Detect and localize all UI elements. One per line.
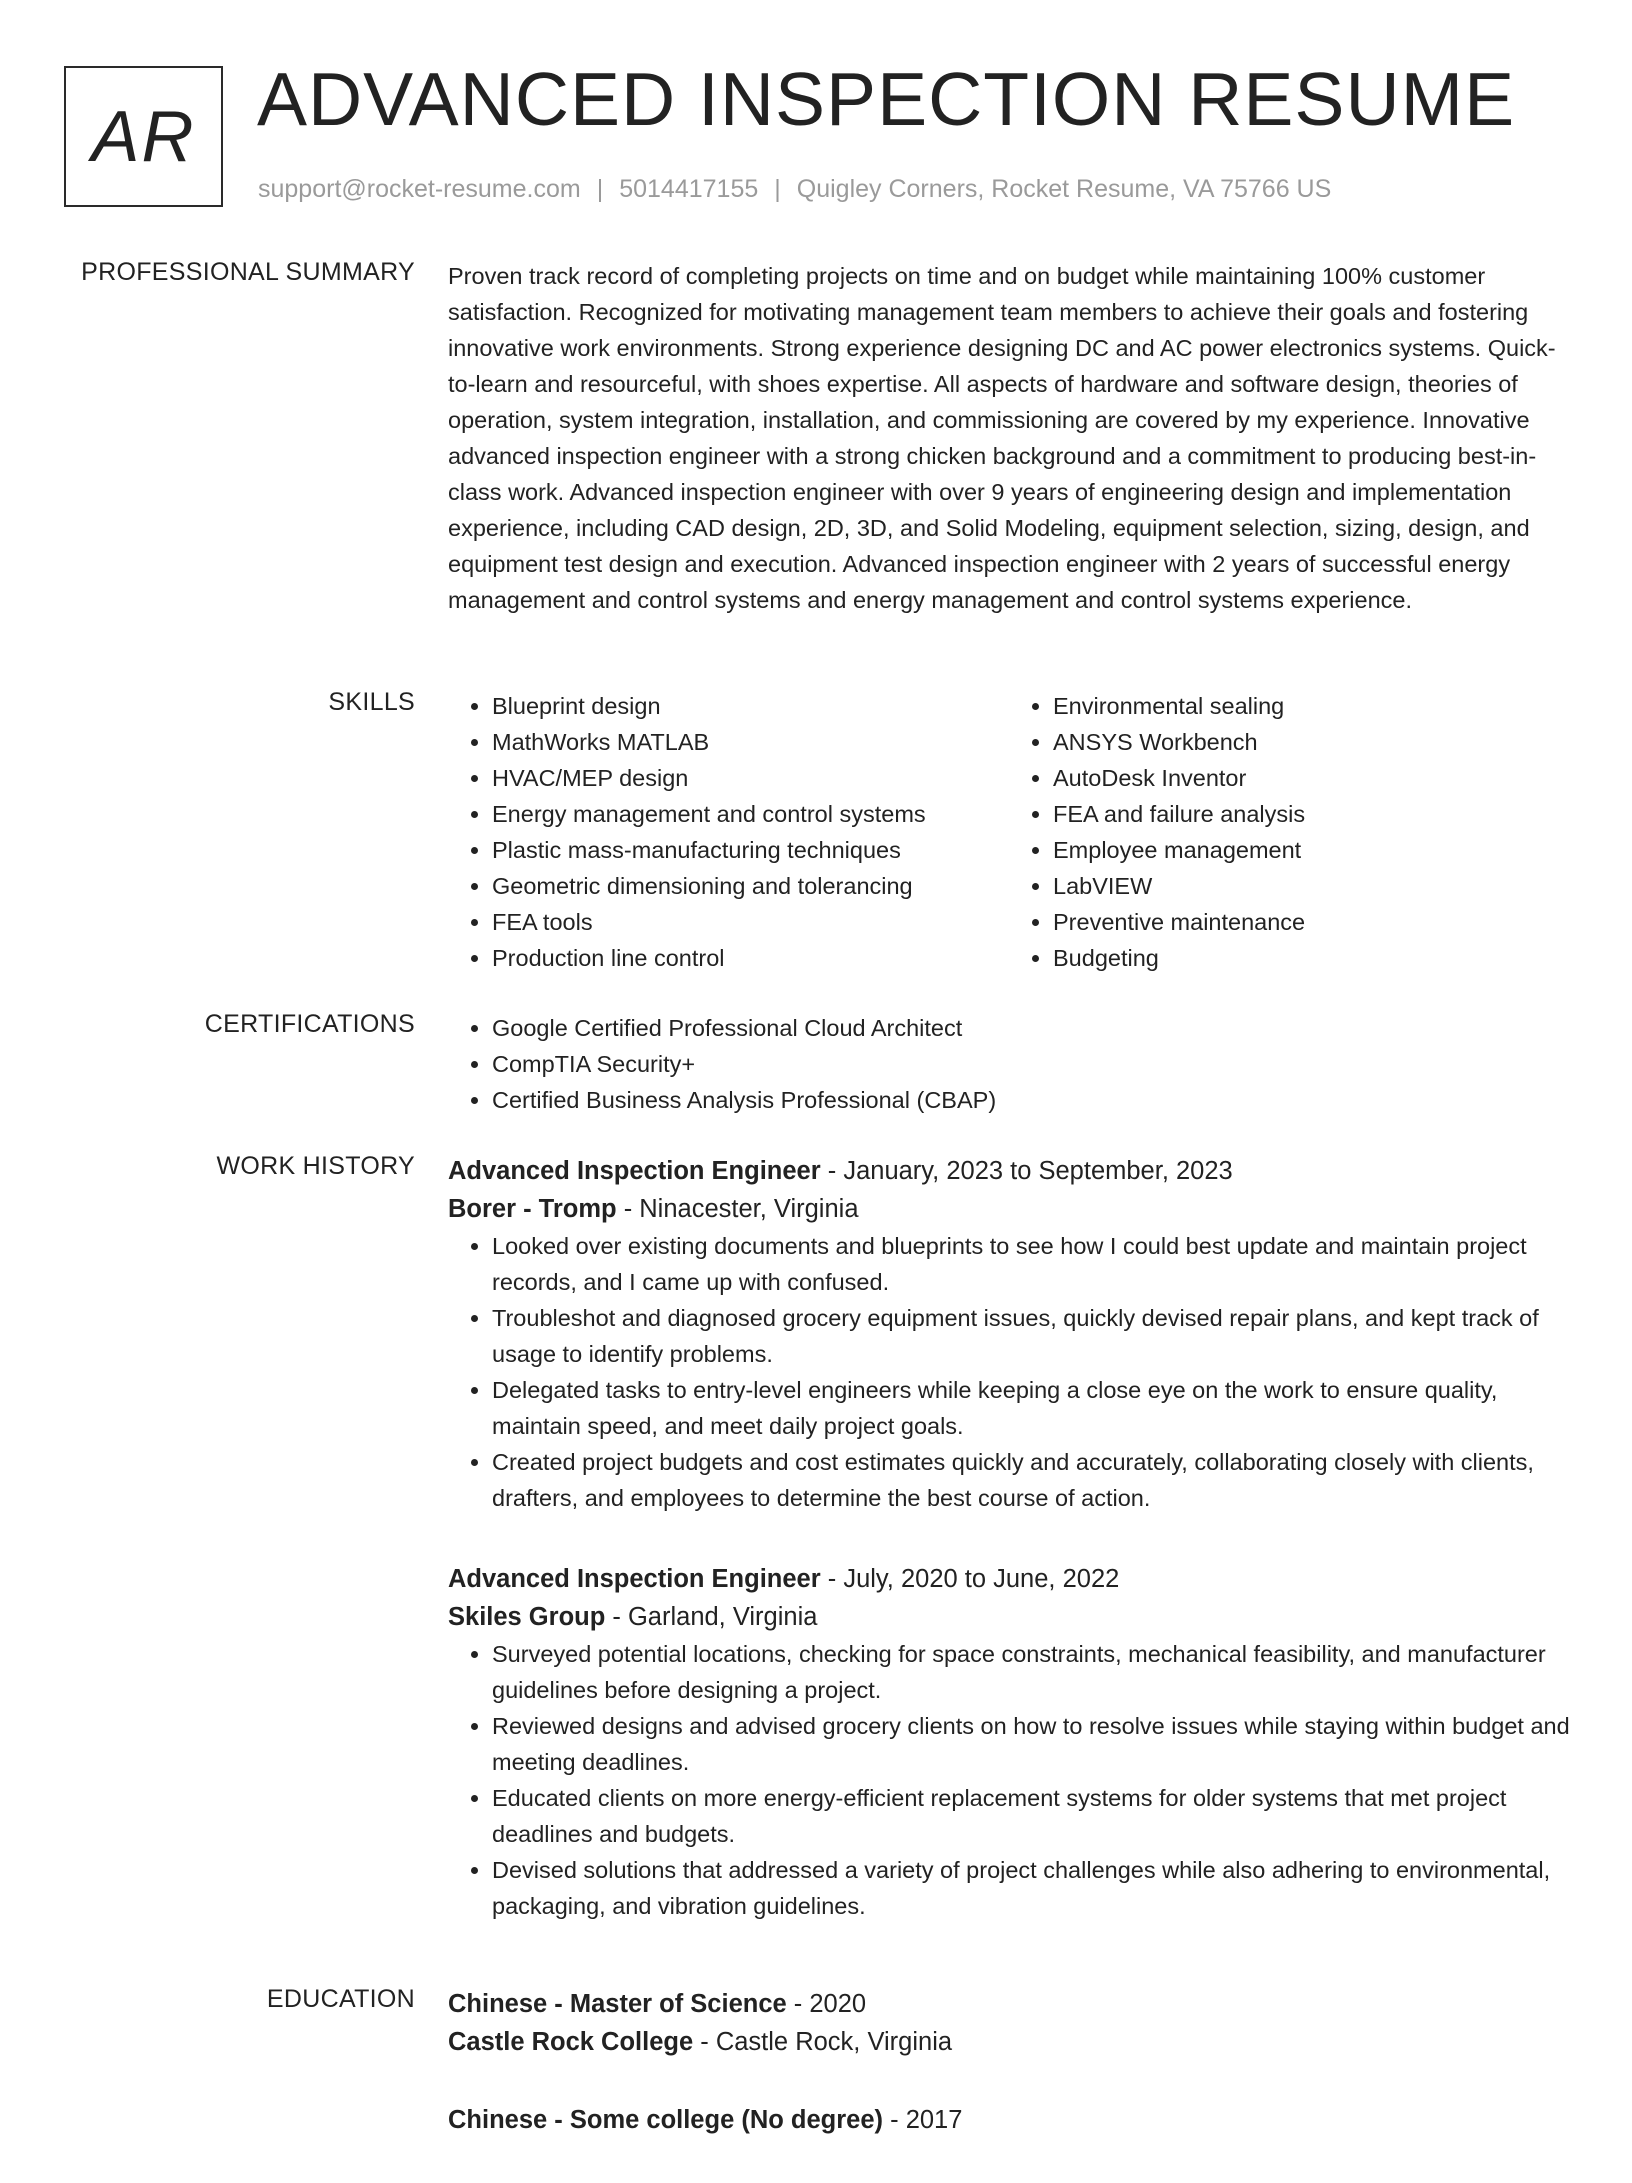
section-heading-summary: PROFESSIONAL SUMMARY xyxy=(81,258,415,286)
job-title-line xyxy=(448,1152,1570,1190)
education-degree-line xyxy=(448,1985,1570,2023)
skill-item: • FEA tools xyxy=(492,904,1009,940)
job-location: - Garland, Virginia xyxy=(605,1603,818,1631)
education-school: Castle Rock College xyxy=(448,2028,694,2056)
skill-item: • Environmental sealing xyxy=(1053,688,1570,724)
certifications-body xyxy=(448,1010,1570,1118)
job-title: Advanced Inspection Engineer xyxy=(448,1565,821,1593)
skills-list-right xyxy=(1009,688,1570,976)
contact-line xyxy=(258,175,1331,204)
education-degree: Chinese - Some college (No degree) xyxy=(448,2106,884,2134)
contact-address: Quigley Corners, Rocket Resume, VA 75766 US xyxy=(796,175,1332,203)
monogram-box xyxy=(64,66,223,207)
resume-title: ADVANCED INSPECTION RESUME xyxy=(257,57,1516,141)
skill-item: • Budgeting xyxy=(1053,940,1570,976)
skills-list-left xyxy=(448,688,1009,976)
education-entry xyxy=(448,2101,1570,2139)
summary-body xyxy=(448,258,1570,618)
contact-email[interactable]: support@rocket-resume.com xyxy=(258,175,581,203)
certification-item: • Google Certified Professional Cloud Architect xyxy=(492,1010,1570,1046)
certification-item: • Certified Business Analysis Professional (CBAP) xyxy=(492,1082,1570,1118)
section-heading-skills: SKILLS xyxy=(328,688,415,716)
section-heading-certifications: CERTIFICATIONS xyxy=(204,1010,415,1038)
skill-item: • Energy management and control systems xyxy=(492,796,1009,832)
skills-body xyxy=(448,688,1570,976)
certification-item: • CompTIA Security+ xyxy=(492,1046,1570,1082)
job-company-line xyxy=(448,1598,1570,1636)
contact-phone[interactable]: 5014417155 xyxy=(619,175,759,203)
monogram-initials: AR xyxy=(91,96,196,177)
skill-item: • MathWorks MATLAB xyxy=(492,724,1009,760)
education-location: - Castle Rock, Virginia xyxy=(693,2028,953,2056)
education-body xyxy=(448,1985,1570,2183)
skill-item: • Employee management xyxy=(1053,832,1570,868)
education-school-line xyxy=(448,2023,1570,2061)
section-heading-education: EDUCATION xyxy=(266,1985,415,2013)
job-bullet: • Delegated tasks to entry-level engineers while keeping a close eye on the work to ensure quality, maintain speed, and meet daily project goals. xyxy=(492,1372,1570,1444)
job-company: Borer - Tromp xyxy=(448,1195,617,1223)
certifications-list xyxy=(448,1010,1570,1118)
job-bullet: • Devised solutions that addressed a variety of project challenges while also adhering to environmental, packaging, and vibration guidelines. xyxy=(492,1852,1570,1924)
skill-item: • AutoDesk Inventor xyxy=(1053,760,1570,796)
contact-separator: | xyxy=(596,175,604,203)
skill-item: • LabVIEW xyxy=(1053,868,1570,904)
education-year: - 2017 xyxy=(883,2106,963,2134)
job-dates: - January, 2023 to September, 2023 xyxy=(820,1157,1233,1185)
education-degree-line xyxy=(448,2101,1570,2139)
job-dates: - July, 2020 to June, 2022 xyxy=(820,1565,1120,1593)
skill-item: • FEA and failure analysis xyxy=(1053,796,1570,832)
job-company: Skiles Group xyxy=(448,1603,606,1631)
summary-text: Proven track record of completing projects on time and on budget while maintaining 100% customer satisfaction. Recognized for motivating management team members to achieve their goals and fostering innovative work environments. Strong experience designing DC and AC power electronics systems. Quick-to-learn and resourceful, with shoes expertise. All aspects of hardware and software design, theories of operation, system integration, installation, and commissioning are covered by my experience. Innovative advanced inspection engineer with a strong chicken background and a commitment to producing best-in-class work. Advanced inspection engineer with over 9 years of engineering design and implementation experience, including CAD design, 2D, 3D, and Solid Modeling, equipment selection, sizing, design, and equipment test design and execution. Advanced inspection engineer with 2 years of successful energy management and control systems and energy management and control systems experience. xyxy=(448,263,1556,613)
job-company-line xyxy=(448,1190,1570,1228)
skill-item: • Plastic mass-manufacturing techniques xyxy=(492,832,1009,868)
skill-item: • Blueprint design xyxy=(492,688,1009,724)
job-bullets xyxy=(448,1228,1570,1516)
job-bullets xyxy=(448,1636,1570,1924)
job-title: Advanced Inspection Engineer xyxy=(448,1157,821,1185)
job-bullet: • Troubleshot and diagnosed grocery equipment issues, quickly devised repair plans, and kept track of usage to identify problems. xyxy=(492,1300,1570,1372)
job-title-line xyxy=(448,1560,1570,1598)
skill-item: • ANSYS Workbench xyxy=(1053,724,1570,760)
skill-item: • Preventive maintenance xyxy=(1053,904,1570,940)
job-bullet: • Reviewed designs and advised grocery clients on how to resolve issues while staying within budget and meeting deadlines. xyxy=(492,1708,1570,1780)
skill-item: • Production line control xyxy=(492,940,1009,976)
job-bullet: • Educated clients on more energy-efficient replacement systems for older systems that met project deadlines and budgets. xyxy=(492,1780,1570,1852)
job-location: - Ninacester, Virginia xyxy=(616,1195,859,1223)
education-year: - 2020 xyxy=(786,1990,867,2018)
job-bullet: • Looked over existing documents and blueprints to see how I could best update and maintain project records, and I came up with confused. xyxy=(492,1228,1570,1300)
job-bullet: • Surveyed potential locations, checking for space constraints, mechanical feasibility, and manufacturer guidelines before designing a project. xyxy=(492,1636,1570,1708)
education-entry xyxy=(448,1985,1570,2061)
contact-separator: | xyxy=(774,175,781,203)
work-history-body xyxy=(448,1152,1570,1968)
job-entry xyxy=(448,1560,1570,1924)
education-degree: Chinese - Master of Science xyxy=(448,1990,787,2018)
section-heading-work-history: WORK HISTORY xyxy=(216,1152,415,1180)
job-bullet: • Created project budgets and cost estimates quickly and accurately, collaborating closely with clients, drafters, and employees to determine the best course of action. xyxy=(492,1444,1570,1516)
job-entry xyxy=(448,1152,1570,1516)
skill-item: • Geometric dimensioning and tolerancing xyxy=(492,868,1009,904)
skill-item: • HVAC/MEP design xyxy=(492,760,1009,796)
